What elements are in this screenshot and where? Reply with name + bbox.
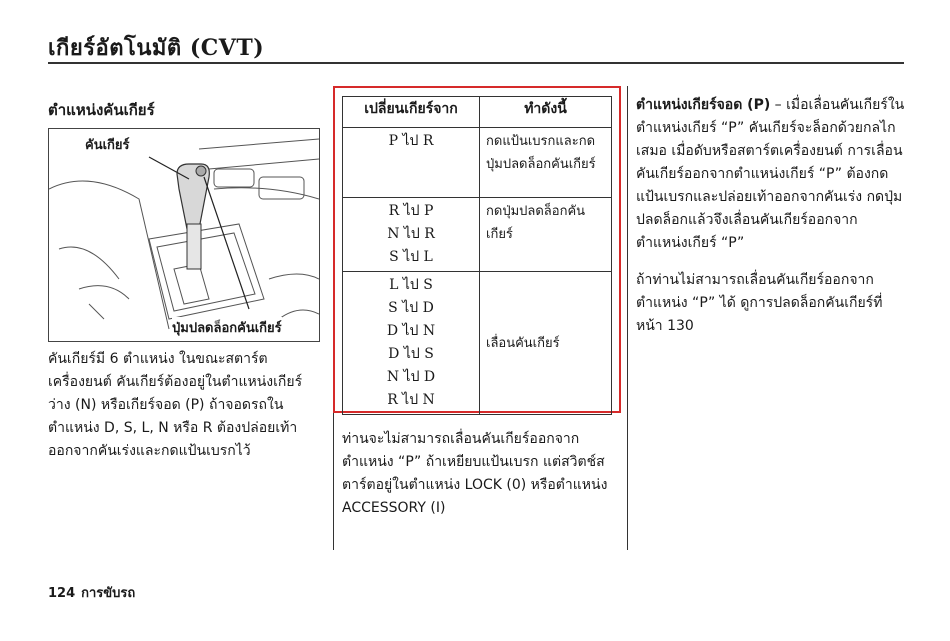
shift-lock-reference-paragraph: ถ้าท่านไม่สามารถเลื่อนคันเกียร์ออกจากตำแหน่ง “P” ได้ ดูการปลดล็อกคันเกียร์ที่หน้า 130	[636, 272, 883, 334]
action-cell: กดแป้นเบรกและกดปุ่มปลดล็อกคันเกียร์	[480, 128, 612, 198]
column-divider-right	[627, 86, 628, 550]
page-footer	[48, 582, 141, 603]
table-row	[343, 198, 612, 272]
section-heading: ตำแหน่งคันเกียร์	[48, 101, 155, 119]
shift-item: N ไป D	[386, 369, 436, 385]
table-row	[343, 128, 612, 198]
shift-item: R ไป N	[387, 392, 435, 408]
header-action: ทำดังนี้	[480, 97, 612, 128]
action-cell: เลื่อนคันเกียร์	[480, 272, 612, 415]
shift-item: N ไป R	[387, 226, 435, 242]
shift-item: R ไป P	[388, 203, 434, 219]
column1-paragraph: คันเกียร์มี 6 ตำแหน่ง ในขณะสตาร์ตเครื่องยนต์ คันเกียร์ต้องอยู่ในตำแหน่งเกียร์ว่าง (N) หรือเกียร์จอด (P) ถ้าจอดรถในตำแหน่ง D, S, L, N หรือ R ต้องปล่อยเท้าออกจากคันเร่งและกดแป้นเบรกไว้	[48, 351, 303, 459]
chapter-name: การขับรถ	[81, 586, 136, 601]
gear-shift-table	[342, 96, 612, 415]
lock-release-button-label: ปุ่มปลดล็อกคันเกียร์	[172, 317, 282, 338]
shift-item: D ไป S	[388, 346, 434, 362]
column3-text	[636, 94, 908, 352]
table-row	[343, 272, 612, 415]
park-position-body: – เมื่อเลื่อนคันเกียร์ในตำแหน่งเกียร์ “P” คันเกียร์จะล็อกด้วยกลไกเสมอ เมื่อดับหรือสตาร์ตเครื่องยนต์ การเลื่อนคันเกียร์ออกจากตำแหน่งเกียร์ “P” ต้องกดแป้นเบรกและปล่อยเท้าออกจากคันเร่ง กดปุ่มปลดล็อกแล้วจึงเลื่อนคันเกียร์ออกจากตำแหน่งเกียร์ “P”	[636, 97, 905, 251]
page-number: 124	[48, 586, 76, 601]
from-cell	[343, 128, 480, 198]
gear-lever-drawing	[49, 129, 319, 341]
gear-lever-label: คันเกียร์	[85, 134, 130, 155]
from-cell	[343, 198, 480, 272]
title-divider	[48, 62, 904, 64]
shift-item: S ไป D	[388, 300, 434, 316]
gear-lever-illustration	[48, 128, 320, 342]
shift-item: L ไป S	[389, 277, 433, 293]
shift-item: P ไป R	[388, 133, 434, 149]
shift-item: D ไป N	[386, 323, 436, 339]
park-position-paragraph	[636, 94, 908, 255]
action-cell: กดปุ่มปลดล็อกคันเกียร์	[480, 198, 612, 272]
page-title: เกียร์อัตโนมัติ (CVT)	[48, 35, 265, 61]
column2-paragraph: ท่านจะไม่สามารถเลื่อนคันเกียร์ออกจากตำแหน่ง “P” ถ้าเหยียบแป้นเบรก แต่สวิตช์สตาร์ตอยู่ในตำแหน่ง LOCK (0) หรือตำแหน่ง ACCESSORY (I)	[342, 431, 608, 516]
header-from: เปลี่ยนเกียร์จาก	[343, 97, 480, 128]
from-cell	[343, 272, 480, 415]
shift-item: S ไป L	[389, 249, 433, 265]
park-position-heading: ตำแหน่งเกียร์จอด (P)	[636, 97, 771, 113]
table-header-row	[343, 97, 612, 128]
